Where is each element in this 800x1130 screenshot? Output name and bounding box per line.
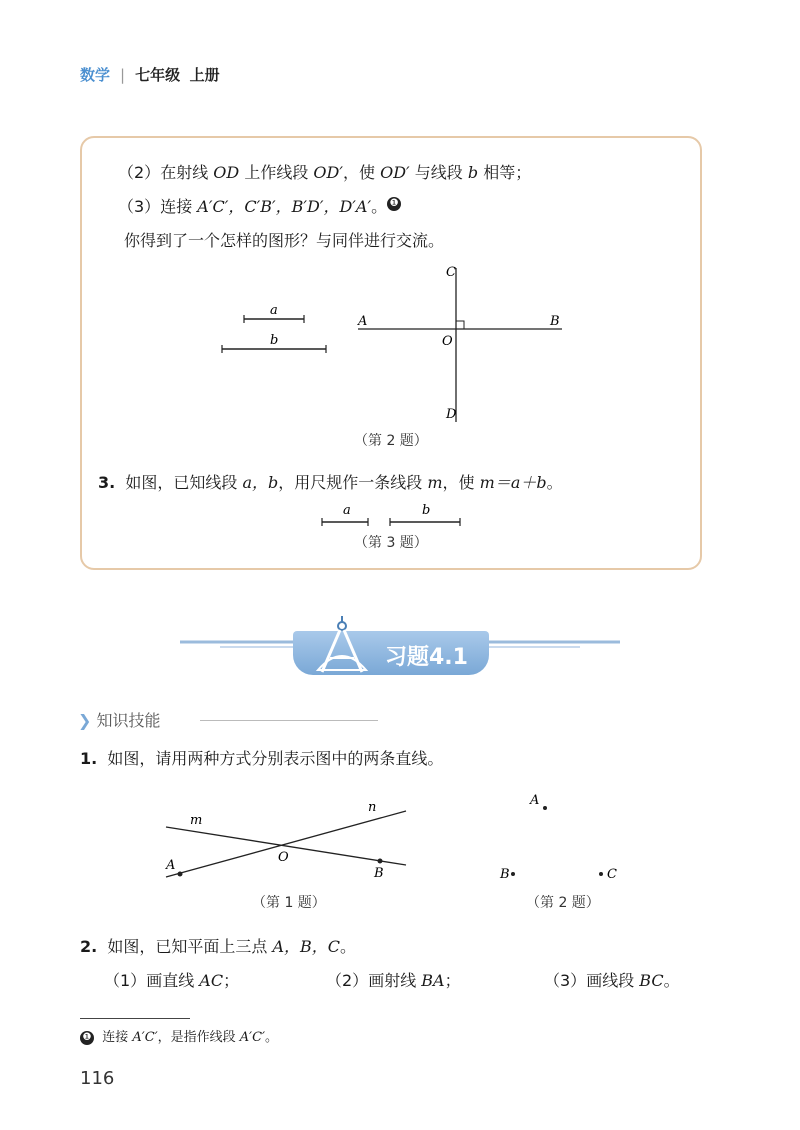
point-C xyxy=(599,872,603,876)
figure-exercise-1 xyxy=(160,795,420,890)
label-seg-b: b xyxy=(270,333,279,348)
exercise-1: 1. 如图，请用两种方式分别表示图中的两条直线。 xyxy=(80,749,444,768)
step-2: （2）在射线 OD 上作线段 OD′，使 OD′ 与线段 b 相等； xyxy=(118,163,532,182)
label-m: m xyxy=(190,813,203,828)
label-A: A xyxy=(358,314,368,329)
problem-3: 3. 如图，已知线段 a，b，用尺规作一条线段 m，使 m＝a＋b。 xyxy=(98,473,563,492)
grade-label: 七年级 xyxy=(135,66,181,84)
label-D: D xyxy=(446,407,457,422)
exercise-2-part-3: （3）画线段 BC。 xyxy=(544,971,680,990)
figure-exercise-2 xyxy=(494,790,634,890)
label-B: B xyxy=(550,314,560,329)
section-divider xyxy=(200,720,378,721)
figure-problem-2 xyxy=(210,258,580,428)
caption-problem-2: （第 2 题） xyxy=(354,433,428,449)
label-O: O xyxy=(278,850,289,865)
caption-problem-3: （第 3 题） xyxy=(354,535,428,551)
footnote-marker: ❶ xyxy=(80,1031,94,1045)
subject-label: 数学 xyxy=(80,66,111,84)
label-seg-b: b xyxy=(422,503,431,518)
point-A xyxy=(178,872,183,877)
section-heading xyxy=(78,708,161,731)
caption-exercise-2: （第 2 题） xyxy=(526,895,600,911)
label-C: C xyxy=(607,867,617,882)
label-C: C xyxy=(446,265,456,280)
page-header xyxy=(80,64,220,85)
exercise-2-part-1: （1）画直线 AC； xyxy=(104,971,240,990)
footnote-rule xyxy=(80,1018,190,1019)
footnote-marker: ❶ xyxy=(387,197,401,211)
compass-icon xyxy=(312,612,382,676)
point-A xyxy=(543,806,547,810)
header-separator: | xyxy=(120,66,126,84)
exercise-2: 2. 如图，已知平面上三点 A，B，C。 xyxy=(80,937,357,956)
right-angle-mark xyxy=(456,321,464,329)
label-A: A xyxy=(530,793,540,808)
caption-exercise-1: （第 1 题） xyxy=(252,895,326,911)
footnote: ❶ 连接 A′C′，是指作线段 A′C′。 xyxy=(80,1026,278,1045)
point-B xyxy=(511,872,515,876)
page-number: 116 xyxy=(80,1068,115,1089)
label-n: n xyxy=(368,800,377,815)
label-B: B xyxy=(374,866,384,881)
volume-label: 上册 xyxy=(189,66,220,84)
point-B xyxy=(378,859,383,864)
label-O: O xyxy=(442,334,453,349)
label-seg-a: a xyxy=(270,303,278,318)
discussion-question: 你得到了一个怎样的图形？与同伴进行交流。 xyxy=(124,231,445,250)
section-title: 知识技能 xyxy=(96,711,161,730)
chevron-right-icon: ❯ xyxy=(78,711,92,730)
exercise-title: 习题4.1 xyxy=(385,645,468,670)
label-seg-a: a xyxy=(343,503,351,518)
step-3: （3）连接 A′C′，C′B′，B′D′，D′A′。 ❶ xyxy=(118,194,401,217)
label-A: A xyxy=(166,858,176,873)
exercise-2-part-2: （2）画射线 BA； xyxy=(326,971,461,990)
label-B: B xyxy=(500,867,510,882)
figure-problem-3 xyxy=(310,498,480,528)
